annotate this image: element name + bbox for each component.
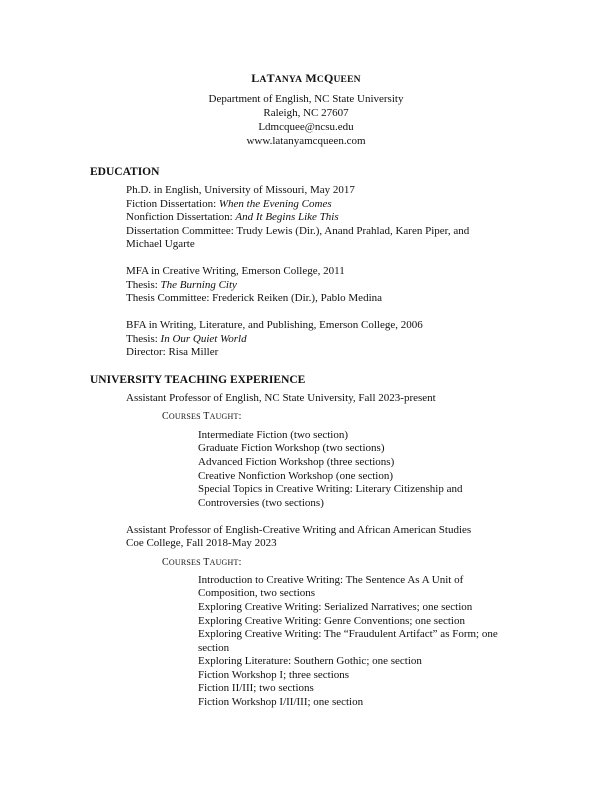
title: The Burning City (160, 279, 237, 291)
cv-name (0, 72, 612, 87)
label: Nonfiction Dissertation: (126, 211, 236, 223)
course-item: Exploring Literature: Southern Gothic; one section (198, 655, 422, 667)
course-item: Graduate Fiction Workshop (two sections) (198, 442, 385, 454)
mfa-thesis (126, 279, 237, 292)
title: When the Evening Comes (218, 198, 332, 210)
course-item: Intermediate Fiction (two section) (198, 429, 348, 441)
position-2-title-line-2: Coe College, Fall 2018-May 2023 (126, 537, 277, 549)
label: Thesis: (126, 333, 161, 345)
course-item: Special Topics in Creative Writing: Literary Citizenship and (198, 483, 463, 495)
phd-degree: Ph.D. in English, University of Missouri, May 2017 (126, 184, 355, 196)
course-item: Introduction to Creative Writing: The Sentence As A Unit of (198, 574, 464, 586)
department: Department of English, NC State University (208, 93, 404, 105)
phd-committee-line-2: Michael Ugarte (126, 238, 195, 250)
label: Fiction Dissertation: (126, 198, 219, 210)
course-item: Advanced Fiction Workshop (three sections) (198, 456, 395, 468)
phd-committee-line-1: Dissertation Committee: Trudy Lewis (Dir.), Anand Prahlad, Karen Piper, and (126, 225, 470, 237)
course-item: Fiction Workshop I; three sections (198, 669, 350, 681)
cv-name-text: LATANYA MCQUEEN (251, 71, 361, 85)
bfa-thesis (126, 333, 247, 346)
bfa-director: Director: Risa Miller (126, 346, 219, 358)
course-item: Exploring Creative Writing: Genre Conventions; one section (198, 615, 465, 627)
mfa-committee: Thesis Committee: Frederick Reiken (Dir.), Pablo Medina (126, 292, 383, 304)
course-item: Creative Nonfiction Workshop (one section) (198, 470, 394, 482)
course-item: Fiction Workshop I/II/III; one section (198, 696, 364, 708)
course-item: Controversies (two sections) (198, 497, 324, 509)
mfa-degree: MFA in Creative Writing, Emerson College, 2011 (126, 265, 345, 277)
position-1-courses-label: COURSES TAUGHT: (162, 411, 242, 422)
education-heading: EDUCATION (90, 166, 160, 178)
email-link[interactable]: Ldmcquee@ncsu.edu (258, 121, 354, 133)
position-1-title: Assistant Professor of English, NC State University, Fall 2023-present (126, 392, 436, 404)
position-2-courses-label: COURSES TAUGHT: (162, 557, 242, 568)
title: And It Begins Like This (235, 211, 339, 223)
label: Thesis: (126, 279, 161, 291)
teaching-heading: UNIVERSITY TEACHING EXPERIENCE (90, 374, 306, 386)
bfa-degree: BFA in Writing, Literature, and Publishing, Emerson College, 2006 (126, 319, 423, 331)
course-item: Exploring Creative Writing: The “Fraudulent Artifact” as Form; one (198, 628, 498, 640)
course-item: Fiction II/III; two sections (198, 682, 314, 694)
phd-nonfiction-dissertation (126, 211, 339, 224)
phd-fiction-dissertation (126, 198, 332, 211)
title: In Our Quiet World (160, 333, 247, 345)
course-item: Composition, two sections (198, 587, 316, 599)
course-item: Exploring Creative Writing: Serialized Narratives; one section (198, 601, 473, 613)
position-2-title-line-1: Assistant Professor of English-Creative Writing and African American Studies (126, 524, 472, 536)
course-item: section (198, 642, 230, 654)
website-link[interactable]: www.latanyamcqueen.com (246, 135, 366, 147)
address: Raleigh, NC 27607 (263, 107, 349, 119)
